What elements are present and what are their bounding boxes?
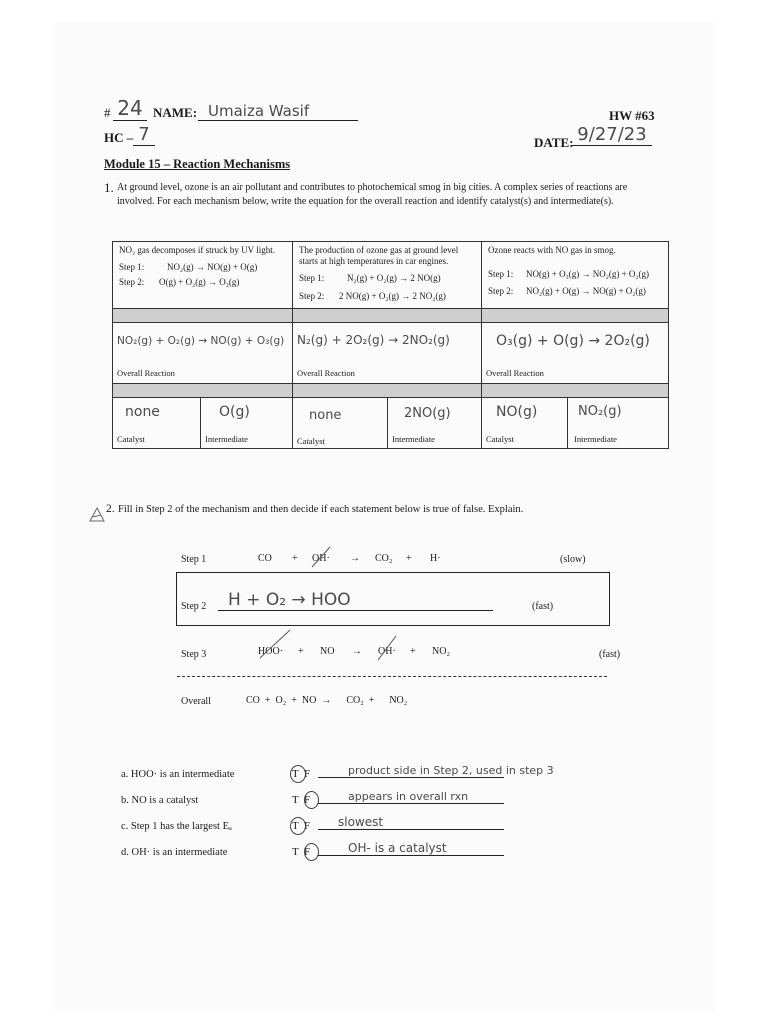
q1-number: 1. bbox=[104, 180, 114, 195]
statement-c-text: c. Step 1 has the largest Eₐ bbox=[121, 821, 232, 832]
mechanism-1-overall: NO₂(g) + O₂(g) → NO(g) + O₃(g) bbox=[117, 335, 285, 347]
step3-species-hoo: HOO· bbox=[258, 646, 283, 657]
mechanism-2-catalyst: none bbox=[309, 408, 342, 423]
date-label: DATE: bbox=[534, 135, 574, 150]
statement-d-explanation[interactable]: OH- is a catalyst bbox=[318, 841, 504, 856]
strike-mark-icon bbox=[374, 634, 400, 662]
q1-text-line1: At ground level, ozone is an air pollutant and contributes to photochemical smog in big cities. A complex series of reactions are bbox=[117, 182, 628, 193]
true-circle-icon bbox=[290, 765, 306, 783]
student-number: 24 bbox=[113, 96, 147, 121]
mechanism-3-catalyst-label: Catalyst bbox=[486, 434, 514, 444]
mechanism-3-cell bbox=[482, 242, 669, 309]
step1-plus-2: + bbox=[406, 553, 412, 564]
step3-species-no2: NO₂ bbox=[432, 646, 450, 657]
true-circle-icon bbox=[290, 817, 306, 835]
mechanism-1-cell bbox=[113, 242, 293, 309]
q1-text-line2: involved. For each mechanism below, write the equation for the overall reaction and identify catalyst(s) and intermediate(s). bbox=[117, 196, 614, 207]
mechanism-2-desc: The production of ozone gas at ground level bbox=[299, 245, 459, 255]
step2-equation: H + O₂ → HOO bbox=[218, 590, 493, 611]
mechanism-3-step2-label: Step 2: bbox=[488, 286, 514, 296]
mechanism-2-overall-label: Overall Reaction bbox=[297, 368, 355, 378]
name-label: NAME: bbox=[153, 105, 198, 120]
statement-a-text: a. HOO· is an intermediate bbox=[121, 769, 235, 780]
mechanism-3-overall: O₃(g) + O(g) → 2O₂(g) bbox=[496, 333, 650, 349]
triangle-mark-icon bbox=[88, 505, 106, 523]
mechanism-2-cell bbox=[293, 242, 482, 309]
mechanism-2-step2: 2 NO(g) + O₂(g) → 2 NO₂(g) bbox=[339, 291, 446, 301]
mechanism-2-step1-label: Step 1: bbox=[299, 273, 325, 283]
statement-b-text: b. NO is a catalyst bbox=[121, 795, 199, 806]
statement-c-tf[interactable]: T F bbox=[292, 820, 311, 832]
number-label: # bbox=[104, 105, 111, 120]
step1-arrow: → bbox=[350, 553, 360, 564]
module-title: Module 15 – Reaction Mechanisms bbox=[104, 157, 291, 171]
strike-mark-icon bbox=[256, 628, 296, 660]
mechanism-3-step1-label: Step 1: bbox=[488, 269, 514, 279]
mechanism-3-catalyst: NO(g) bbox=[496, 404, 538, 420]
step1-rate: (slow) bbox=[560, 554, 586, 565]
step1-species-co2: CO₂ bbox=[375, 553, 393, 564]
student-name: Umaiza Wasif bbox=[198, 102, 358, 121]
mechanism-1-catalyst-cell bbox=[113, 398, 201, 449]
step1-label: Step 1 bbox=[181, 554, 207, 565]
mechanism-2-overall: N₂(g) + 2O₂(g) → 2NO₂(g) bbox=[297, 333, 450, 347]
mechanism-2-step1: N₂(g) + O₂(g) → 2 NO(g) bbox=[347, 273, 441, 283]
mechanism-3-step1: NO(g) + O₃(g) → NO₂(g) + O₂(g) bbox=[526, 269, 650, 279]
step3-plus-2: + bbox=[410, 646, 416, 657]
statement-b-explanation[interactable]: appears in overall rxn bbox=[318, 790, 504, 804]
mechanism-3-intermediate: NO₂(g) bbox=[578, 404, 622, 419]
step3-species-oh: OH· bbox=[378, 646, 396, 657]
statement-d-text: d. OH· is an intermediate bbox=[121, 847, 228, 858]
overall-equation: CO + O₂ + NO → CO₂ + NO₂ bbox=[246, 695, 408, 706]
step1-plus-1: + bbox=[292, 553, 298, 564]
false-circle-icon bbox=[304, 843, 319, 861]
mechanism-1-intermediate-cell bbox=[201, 398, 293, 449]
false-circle-icon bbox=[304, 791, 319, 809]
q2-text: Fill in Step 2 of the mechanism and then decide if each statement below is true of false. Explain. bbox=[118, 504, 524, 515]
step3-arrow: → bbox=[352, 646, 362, 657]
hc-label: HC – bbox=[104, 130, 134, 145]
step1-species-co: CO bbox=[258, 553, 272, 564]
mechanism-1-step2-label: Step 2: bbox=[119, 277, 145, 287]
step3-label: Step 3 bbox=[181, 649, 207, 660]
statement-a-tf[interactable]: T F bbox=[292, 768, 311, 780]
mechanism-2-step2-label: Step 2: bbox=[299, 291, 325, 301]
mechanism-3-desc: Ozone reacts with NO gas in smog. bbox=[488, 245, 616, 255]
mechanism-2-catalyst-cell bbox=[293, 398, 388, 449]
mechanism-3-intermediate-label: Intermediate bbox=[574, 434, 617, 444]
mechanism-table bbox=[112, 241, 669, 449]
step1-species-oh: OH· bbox=[312, 553, 330, 564]
step3-rate: (fast) bbox=[599, 649, 621, 660]
mechanism-2-intermediate-cell bbox=[388, 398, 482, 449]
mechanism-1-desc: NO₂ gas decomposes if struck by UV light. bbox=[119, 245, 275, 255]
date-value: 9/27/23 bbox=[572, 124, 652, 146]
mechanism-3-overall-label: Overall Reaction bbox=[486, 368, 544, 378]
step3-plus-1: + bbox=[298, 646, 304, 657]
mechanism-3-overall-cell bbox=[482, 323, 669, 384]
statement-d-tf[interactable]: T F bbox=[292, 846, 311, 858]
strike-mark-icon bbox=[308, 545, 334, 569]
hw-number: HW #63 bbox=[609, 108, 655, 123]
mechanism-1-step1: NO₂(g) → NO(g) + O(g) bbox=[167, 262, 258, 272]
mechanism-1-catalyst: none bbox=[125, 404, 160, 420]
hc-value: 7 bbox=[133, 124, 155, 146]
mechanism-3-step2: NO₂(g) + O(g) → NO(g) + O₂(g) bbox=[526, 286, 646, 296]
mechanism-2-intermediate: 2NO(g) bbox=[404, 406, 451, 421]
mechanism-1-step2: O(g) + O₂(g) → O₃(g) bbox=[159, 277, 240, 287]
step2-label: Step 2 bbox=[181, 601, 207, 612]
mechanism-1-intermediate: O(g) bbox=[219, 404, 250, 420]
step3-species-no: NO bbox=[320, 646, 335, 657]
mechanism-2-overall-cell bbox=[293, 323, 482, 384]
statement-b-tf[interactable]: T F bbox=[292, 794, 311, 806]
mechanism-1-step1-label: Step 1: bbox=[119, 262, 145, 272]
mechanism-3-catalyst-cell bbox=[482, 398, 568, 449]
mechanism-1-overall-cell bbox=[113, 323, 293, 384]
statement-a-explanation[interactable]: product side in Step 2, used in step 3 bbox=[318, 764, 504, 778]
mechanism-3-intermediate-cell bbox=[568, 398, 669, 449]
divider-line bbox=[177, 676, 607, 677]
step2-rate: (fast) bbox=[532, 601, 554, 612]
mechanism-2-intermediate-label: Intermediate bbox=[392, 434, 435, 444]
mechanism-2-catalyst-label: Catalyst bbox=[297, 436, 325, 446]
step1-species-h: H· bbox=[430, 553, 441, 564]
mechanism-1-catalyst-label: Catalyst bbox=[117, 434, 145, 444]
mechanism-1-overall-label: Overall Reaction bbox=[117, 368, 175, 378]
mechanism-2-desc-line2: starts at high temperatures in car engines. bbox=[299, 256, 449, 266]
overall-label: Overall bbox=[181, 696, 211, 707]
q2-number: 2. bbox=[106, 503, 115, 515]
statement-c-explanation[interactable]: slowest bbox=[318, 815, 504, 830]
mechanism-1-intermediate-label: Intermediate bbox=[205, 434, 248, 444]
